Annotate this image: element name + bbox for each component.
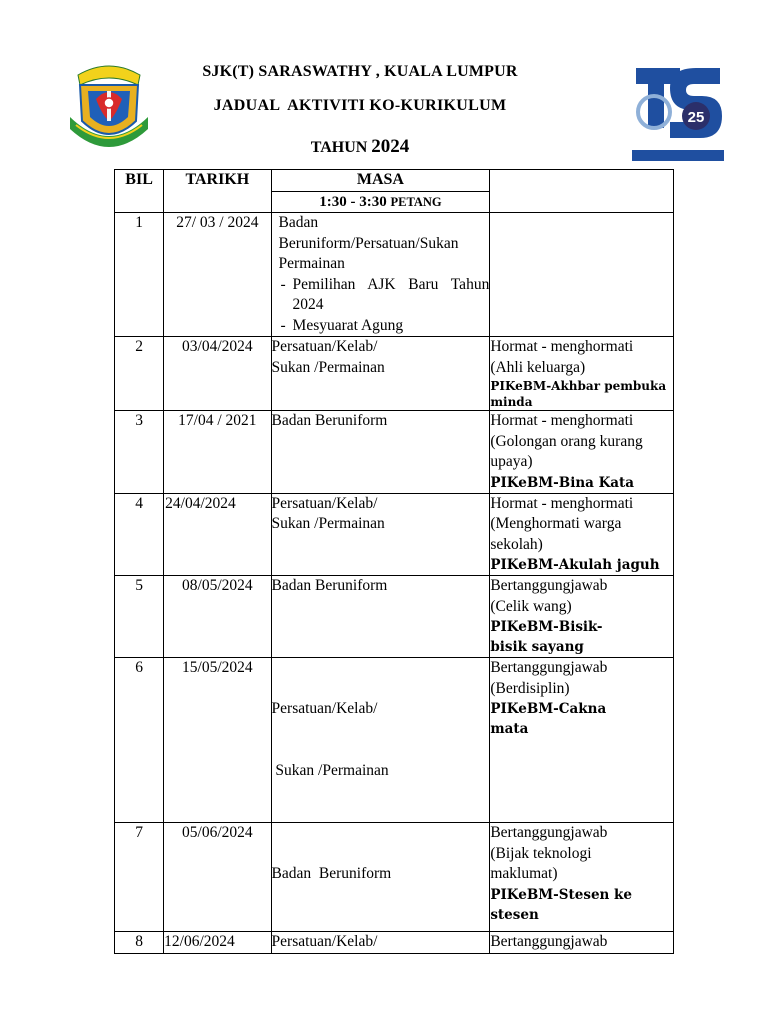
- row-masa: [271, 493, 490, 576]
- row-remarks: [490, 213, 674, 337]
- table-row: [115, 823, 674, 932]
- header-bil: BIL: [115, 170, 164, 213]
- row-bil: 4: [115, 493, 164, 576]
- school-crest-logo: [66, 55, 152, 163]
- row-masa: [271, 658, 490, 823]
- row-masa: [271, 823, 490, 932]
- row-remarks: [490, 493, 674, 576]
- row-remarks: [490, 932, 674, 954]
- masa-unit: PETANG: [390, 194, 442, 209]
- masa-line: Persatuan/Kelab/: [271, 700, 378, 717]
- row-tarikh: 05/06/2024: [164, 823, 271, 932]
- row-remarks: [490, 823, 674, 932]
- nilai-label: Bertanggungjawab: [490, 933, 608, 950]
- year-value: 2024: [371, 136, 410, 157]
- pikebm-activity: PIKeBM-Cakna mata: [490, 701, 607, 737]
- pikebm-activity: PIKeBM-Stesen ke stesen: [490, 886, 632, 923]
- masa-line: Badan Beruniform: [271, 412, 388, 429]
- row-remarks: [490, 337, 674, 411]
- masa-line: Badan: [278, 214, 319, 231]
- masa-line: Sukan /Permainan: [271, 358, 385, 376]
- row-bil: 8: [115, 932, 164, 954]
- document-year-line: [150, 136, 570, 158]
- pikebm-activity: PIKeBM-Akhbar pembuka minda: [490, 379, 667, 409]
- nilai-detail: (Menghormati warga sekolah): [490, 515, 622, 553]
- ts25-program-logo: [630, 58, 726, 164]
- pikebm-activity: PIKeBM-Bina Kata: [490, 474, 635, 491]
- row-masa: [271, 213, 490, 337]
- row-tarikh: 08/05/2024: [164, 576, 271, 658]
- masa-line: Sukan /Permainan: [271, 761, 389, 779]
- nilai-detail: (Ahli keluarga): [490, 358, 586, 376]
- row-tarikh: 17/04 / 2021: [164, 411, 271, 494]
- table-row: [115, 411, 674, 494]
- header-blank: [490, 170, 674, 213]
- header-tarikh: TARIKH: [164, 170, 271, 213]
- row-bil: 6: [115, 658, 164, 823]
- agenda-item: - Mesyuarat Agung: [293, 316, 490, 337]
- nilai-detail: (Celik wang): [490, 597, 572, 615]
- row-remarks: [490, 411, 674, 494]
- table-row: [115, 213, 674, 337]
- year-label: TAHUN: [310, 139, 368, 156]
- row-tarikh: 24/04/2024: [164, 493, 271, 576]
- nilai-label: Hormat - menghormati: [490, 494, 634, 512]
- row-masa: [271, 576, 490, 658]
- row-masa: [271, 337, 490, 411]
- table-row: [115, 337, 674, 411]
- nilai-label: Bertanggungjawab: [490, 824, 608, 841]
- masa-line: Permainan: [278, 255, 345, 272]
- masa-line: Persatuan/Kelab/: [271, 338, 378, 355]
- document-subtitle: JADUAL AKTIVITI KO-KURIKULUM: [213, 97, 507, 114]
- nilai-detail: (Berdisiplin): [490, 679, 570, 697]
- row-bil: 7: [115, 823, 164, 932]
- nilai-label: Hormat - menghormati: [490, 338, 634, 355]
- ts25-number: 25: [687, 109, 705, 126]
- nilai-label: Bertanggungjawab: [490, 659, 608, 676]
- table-row: [115, 932, 674, 954]
- row-remarks: [490, 658, 674, 823]
- row-masa: [271, 411, 490, 494]
- pikebm-activity: PIKeBM-Bisik-bisik sayang: [490, 619, 603, 655]
- row-bil: 1: [115, 213, 164, 337]
- row-tarikh: 03/04/2024: [164, 337, 271, 411]
- pikebm-activity: PIKeBM-Akulah jaguh: [490, 557, 660, 573]
- row-tarikh: 15/05/2024: [164, 658, 271, 823]
- row-bil: 5: [115, 576, 164, 658]
- masa-line: Persatuan/Kelab/: [271, 933, 378, 950]
- nilai-label: Hormat - menghormati: [490, 412, 634, 429]
- masa-line: Persatuan/Kelab/: [271, 494, 378, 512]
- header-masa: MASA: [271, 170, 490, 192]
- table-row: [115, 658, 674, 823]
- table-row: [115, 493, 674, 576]
- masa-line: Badan Beruniform: [271, 865, 392, 882]
- agenda-item: - Pemilihan AJK Baru Tahun 2024: [293, 275, 490, 316]
- row-remarks: [490, 576, 674, 658]
- nilai-label: Bertanggungjawab: [490, 577, 608, 594]
- agenda-list: [279, 275, 490, 337]
- row-bil: 3: [115, 411, 164, 494]
- school-name: SJK(T) SARASWATHY , KUALA LUMPUR: [202, 63, 518, 80]
- table-row: [115, 576, 674, 658]
- table-header-row: [115, 170, 674, 192]
- row-tarikh: 27/ 03 / 2024: [164, 213, 271, 337]
- nilai-detail: (Bijak teknologi maklumat): [490, 844, 592, 882]
- masa-line: Badan Beruniform: [271, 577, 388, 594]
- masa-time: 1:30 - 3:30: [319, 193, 387, 210]
- row-tarikh: 12/06/2024: [164, 932, 271, 954]
- header-masa-time: [271, 191, 490, 213]
- masa-line: Sukan /Permainan: [271, 515, 385, 532]
- row-bil: 2: [115, 337, 164, 411]
- nilai-detail: (Golongan orang kurang upaya): [490, 432, 643, 470]
- row-masa: [271, 932, 490, 954]
- activity-schedule-table: [114, 169, 674, 954]
- masa-line: Beruniform/Persatuan/Sukan: [278, 234, 459, 252]
